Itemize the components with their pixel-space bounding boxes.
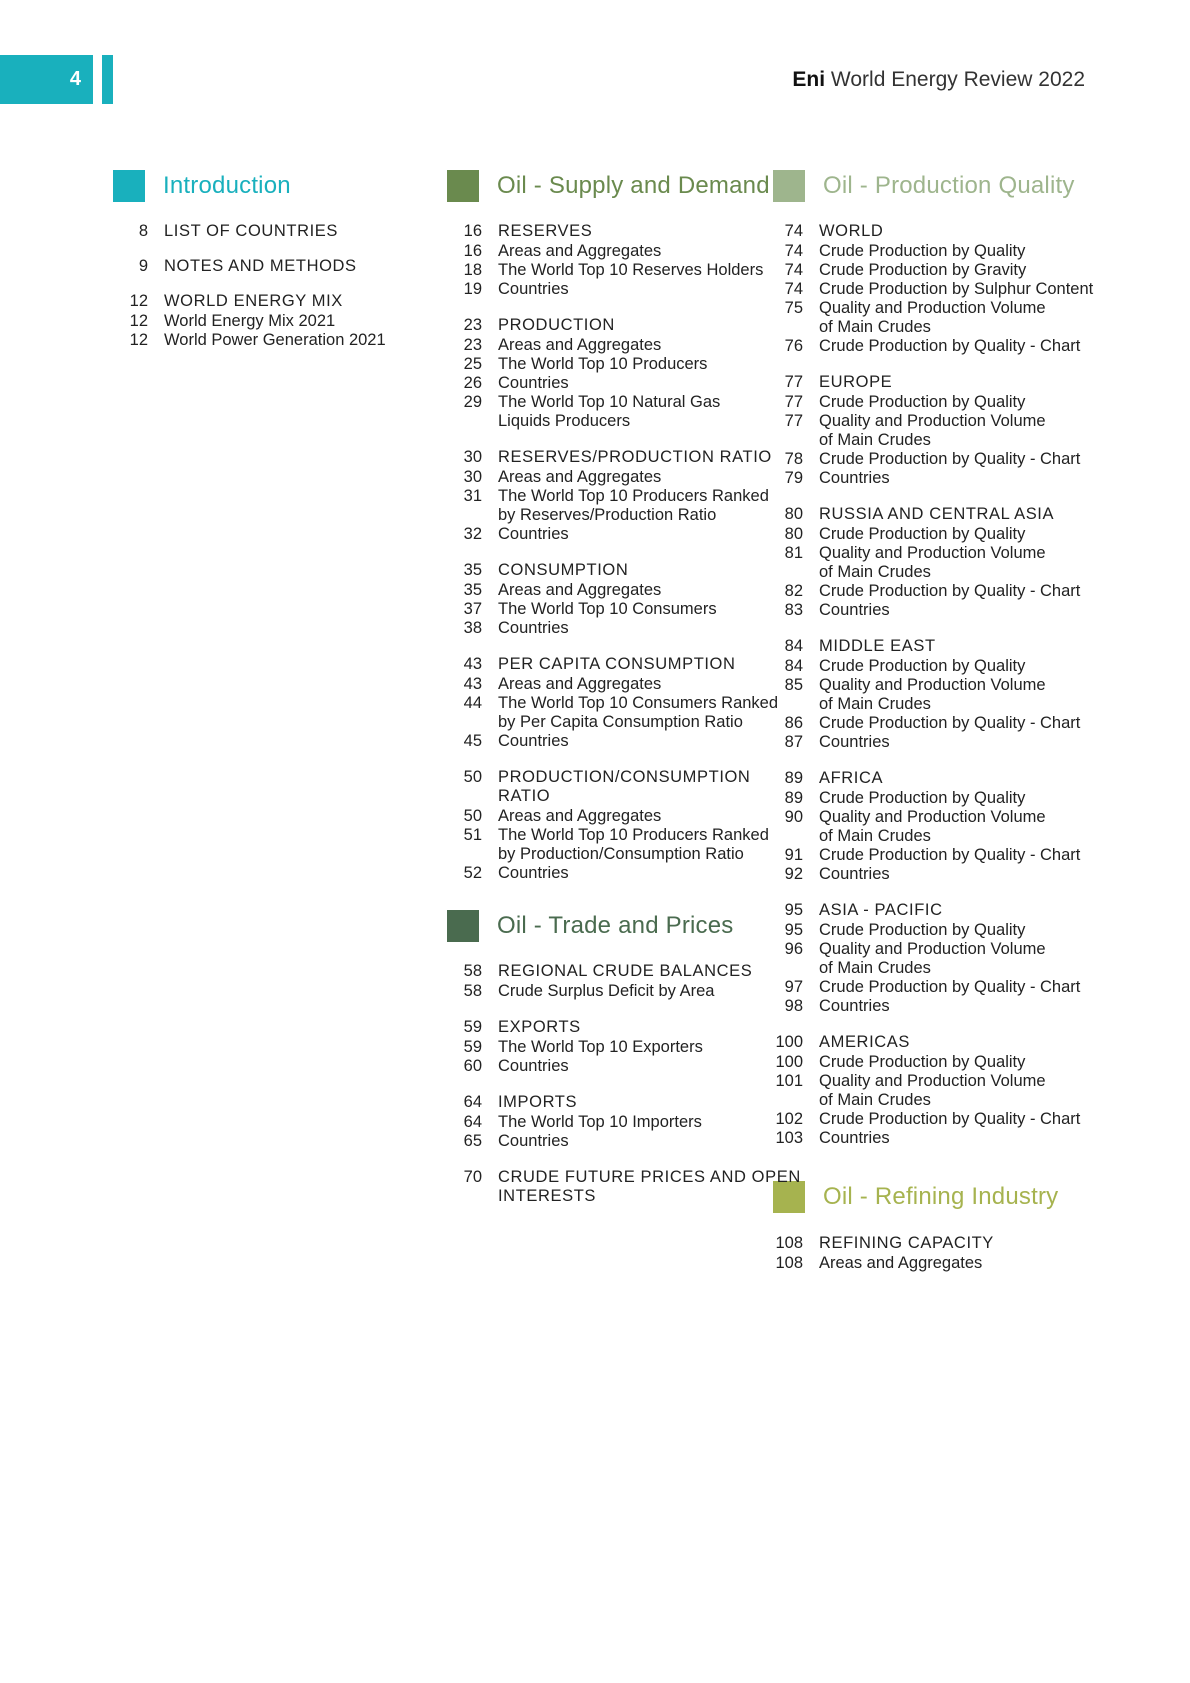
- toc-entry-text: Quality and Production Volume of Main Crudes: [819, 676, 1046, 713]
- toc-page-number: 87: [784, 733, 803, 751]
- toc-introduction: [112, 222, 386, 366]
- toc-entry-text: Areas and Aggregates: [498, 336, 662, 354]
- toc-page-number: 74: [784, 280, 803, 298]
- toc-entry-text: Crude Production by Gravity: [819, 261, 1027, 279]
- toc-page-number: 78: [784, 450, 803, 468]
- toc-page-number: 35: [463, 561, 482, 579]
- section-heading-refining: [773, 1180, 1058, 1214]
- toc-entry: [767, 582, 1093, 601]
- toc-page-number: 58: [463, 982, 482, 1000]
- toc-entry-text: The World Top 10 Producers Ranked by Reserves/Production Ratio: [498, 487, 769, 524]
- toc-page-number: 80: [784, 525, 803, 543]
- toc-group: [767, 373, 1093, 488]
- toc-entry-text: Countries: [498, 374, 569, 392]
- toc-entry-text: Countries: [819, 733, 890, 751]
- toc-entry: [767, 601, 1093, 620]
- toc-entry: [767, 733, 1093, 752]
- toc-entry: [446, 374, 778, 393]
- toc-entry-text: NOTES AND METHODS: [164, 257, 357, 275]
- toc-page-number: 101: [775, 1072, 803, 1090]
- toc-page-number: 89: [784, 769, 803, 787]
- toc-page-number: 77: [784, 412, 803, 430]
- toc-group: [446, 655, 778, 751]
- toc-page-number: 79: [784, 469, 803, 487]
- toc-entry: [767, 525, 1093, 544]
- toc-entry-text: Crude Production by Quality: [819, 525, 1026, 543]
- toc-entry-text: REGIONAL CRUDE BALANCES: [498, 962, 753, 980]
- toc-page-number: 12: [129, 292, 148, 310]
- toc-entry-text: The World Top 10 Producers: [498, 355, 708, 373]
- toc-group: [767, 769, 1093, 884]
- page-number: 4: [69, 68, 81, 90]
- toc-entry-text: Countries: [498, 525, 569, 543]
- toc-entry: [446, 355, 778, 374]
- toc-entry: [767, 789, 1093, 808]
- toc-heading-entry: [446, 316, 778, 335]
- toc-entry-text: Quality and Production Volume of Main Crudes: [819, 808, 1046, 845]
- toc-entry-text: Quality and Production Volume of Main Crudes: [819, 412, 1046, 449]
- toc-group: [112, 222, 386, 241]
- toc-page-number: 100: [775, 1053, 803, 1071]
- toc-heading-entry: [767, 373, 1093, 392]
- toc-entry: [767, 997, 1093, 1016]
- toc-group: [446, 222, 778, 299]
- toc-entry-text: Crude Production by Quality - Chart: [819, 978, 1081, 996]
- toc-page-number: 76: [784, 337, 803, 355]
- toc-page-number: 65: [463, 1132, 482, 1150]
- toc-heading-entry: [446, 962, 801, 981]
- toc-entry: [446, 864, 778, 883]
- toc-entry-text: CONSUMPTION: [498, 561, 629, 579]
- toc-page-number: 77: [784, 393, 803, 411]
- toc-page-number: 31: [463, 487, 482, 505]
- toc-page-number: 50: [463, 768, 482, 786]
- toc-entry: [446, 732, 778, 751]
- toc-page-number: 52: [463, 864, 482, 882]
- toc-page-number: 12: [129, 312, 148, 330]
- toc-page-number: 18: [463, 261, 482, 279]
- page-accent-bar: [102, 55, 113, 104]
- toc-page-number: 60: [463, 1057, 482, 1075]
- toc-page-number: 75: [784, 299, 803, 317]
- toc-entry-text: The World Top 10 Exporters: [498, 1038, 703, 1056]
- toc-page-number: 26: [463, 374, 482, 392]
- section-title-trade-prices: Oil - Trade and Prices: [497, 912, 734, 939]
- toc-entry-text: Quality and Production Volume of Main Crudes: [819, 1072, 1046, 1109]
- toc-entry: [446, 1113, 801, 1132]
- toc-page-number: 77: [784, 373, 803, 391]
- toc-page-number: 16: [463, 242, 482, 260]
- toc-entry-text: Crude Production by Quality: [819, 1053, 1026, 1071]
- toc-entry-text: Quality and Production Volume of Main Crudes: [819, 940, 1046, 977]
- toc-entry: [767, 337, 1093, 356]
- toc-page-number: 85: [784, 676, 803, 694]
- toc-heading-entry: [446, 1168, 801, 1206]
- toc-entry: [767, 714, 1093, 733]
- toc-entry-text: Areas and Aggregates: [498, 675, 662, 693]
- section-heading-production-quality: [773, 169, 1075, 203]
- toc-page-number: 23: [463, 316, 482, 334]
- toc-group: [112, 292, 386, 350]
- toc-page-number: 74: [784, 222, 803, 240]
- toc-heading-entry: [446, 1093, 801, 1112]
- toc-entry: [767, 261, 1093, 280]
- toc-entry-text: Countries: [819, 469, 890, 487]
- toc-page-number: 51: [463, 826, 482, 844]
- toc-page-number: 91: [784, 846, 803, 864]
- toc-group: [767, 222, 1093, 356]
- toc-entry: [767, 1254, 994, 1273]
- toc-entry-text: Crude Production by Quality - Chart: [819, 337, 1081, 355]
- section-swatch-production-quality: [773, 170, 805, 202]
- toc-entry: [767, 921, 1093, 940]
- toc-entry-text: Countries: [819, 997, 890, 1015]
- toc-entry: [767, 242, 1093, 261]
- toc-entry: [446, 393, 778, 431]
- toc-page-number: 59: [463, 1018, 482, 1036]
- toc-entry-text: CRUDE FUTURE PRICES AND OPEN INTERESTS: [498, 1168, 801, 1205]
- toc-page-number: 95: [784, 901, 803, 919]
- section-swatch-supply-demand: [447, 170, 479, 202]
- toc-page-number: 38: [463, 619, 482, 637]
- toc-entry: [767, 940, 1093, 978]
- toc-heading-entry: [446, 561, 778, 580]
- toc-entry-text: IMPORTS: [498, 1093, 578, 1111]
- toc-entry-text: AFRICA: [819, 769, 884, 787]
- toc-page-number: 81: [784, 544, 803, 562]
- toc-entry-text: EUROPE: [819, 373, 893, 391]
- toc-entry-text: Quality and Production Volume of Main Crudes: [819, 544, 1046, 581]
- toc-entry-text: Countries: [498, 619, 569, 637]
- toc-page-number: 64: [463, 1113, 482, 1131]
- toc-entry-text: Crude Production by Quality - Chart: [819, 1110, 1081, 1128]
- page-number-tab: [0, 55, 93, 104]
- toc-group: [767, 637, 1093, 752]
- toc-heading-entry: [446, 655, 778, 674]
- toc-entry: [446, 807, 778, 826]
- toc-heading-entry: [767, 637, 1093, 656]
- toc-page-number: 74: [784, 242, 803, 260]
- toc-entry-text: Areas and Aggregates: [498, 581, 662, 599]
- toc-entry-text: Areas and Aggregates: [498, 807, 662, 825]
- toc-entry-text: Areas and Aggregates: [498, 242, 662, 260]
- toc-entry: [112, 331, 386, 350]
- toc-entry-text: Crude Production by Quality - Chart: [819, 582, 1081, 600]
- toc-entry-text: LIST OF COUNTRIES: [164, 222, 338, 240]
- toc-group: [446, 768, 778, 883]
- toc-group: [446, 1018, 801, 1076]
- toc-entry-text: PER CAPITA CONSUMPTION: [498, 655, 736, 673]
- toc-heading-entry: [767, 222, 1093, 241]
- toc-page-number: 45: [463, 732, 482, 750]
- toc-page-number: 80: [784, 505, 803, 523]
- toc-group: [446, 561, 778, 638]
- toc-entry-text: Countries: [819, 1129, 890, 1147]
- toc-group: [767, 505, 1093, 620]
- toc-page-number: 64: [463, 1093, 482, 1111]
- toc-page-number: 44: [463, 694, 482, 712]
- toc-entry-text: The World Top 10 Reserves Holders: [498, 261, 764, 279]
- toc-entry: [767, 469, 1093, 488]
- toc-page-number: 92: [784, 865, 803, 883]
- toc-entry: [446, 468, 778, 487]
- toc-page-number: 90: [784, 808, 803, 826]
- toc-entry-text: Crude Production by Quality: [819, 921, 1026, 939]
- toc-entry-text: World Power Generation 2021: [164, 331, 386, 349]
- toc-entry-text: REFINING CAPACITY: [819, 1234, 994, 1252]
- toc-entry: [767, 978, 1093, 997]
- toc-page-number: 89: [784, 789, 803, 807]
- publication-title: World Energy Review 2022: [830, 68, 1085, 91]
- toc-entry-text: Crude Production by Quality: [819, 393, 1026, 411]
- toc-entry-text: Crude Production by Quality: [819, 242, 1026, 260]
- section-title-production-quality: Oil - Production Quality: [823, 172, 1075, 199]
- toc-heading-entry: [446, 448, 778, 467]
- toc-entry-text: Crude Production by Quality - Chart: [819, 450, 1081, 468]
- toc-group: [112, 257, 386, 276]
- toc-entry: [446, 600, 778, 619]
- toc-page-number: 108: [775, 1234, 803, 1252]
- toc-entry: [446, 675, 778, 694]
- toc-entry-text: Countries: [498, 732, 569, 750]
- toc-entry: [767, 280, 1093, 299]
- toc-heading-entry: [112, 222, 386, 241]
- section-title-supply-demand: Oil - Supply and Demand: [497, 172, 770, 199]
- toc-entry-text: Areas and Aggregates: [819, 1254, 983, 1272]
- toc-page-number: 43: [463, 655, 482, 673]
- toc-entry: [767, 299, 1093, 337]
- toc-heading-entry: [446, 768, 778, 806]
- toc-group: [767, 1033, 1093, 1148]
- toc-entry: [446, 261, 778, 280]
- toc-entry-text: Countries: [819, 865, 890, 883]
- toc-page-number: 84: [784, 637, 803, 655]
- toc-entry-text: Crude Production by Quality: [819, 789, 1026, 807]
- toc-entry: [446, 1057, 801, 1076]
- toc-entry-text: RUSSIA AND CENTRAL ASIA: [819, 505, 1055, 523]
- toc-page-number: 16: [463, 222, 482, 240]
- toc-page-number: 100: [775, 1033, 803, 1051]
- toc-entry: [767, 1072, 1093, 1110]
- toc-refining: [767, 1234, 994, 1290]
- toc-entry-text: The World Top 10 Importers: [498, 1113, 702, 1131]
- toc-entry: [767, 544, 1093, 582]
- toc-entry-text: WORLD: [819, 222, 884, 240]
- toc-entry-text: WORLD ENERGY MIX: [164, 292, 343, 310]
- toc-entry: [767, 657, 1093, 676]
- toc-entry-text: ASIA - PACIFIC: [819, 901, 943, 919]
- toc-group: [446, 962, 801, 1001]
- toc-entry: [767, 808, 1093, 846]
- toc-trade-prices: [446, 962, 801, 1223]
- toc-page-number: 98: [784, 997, 803, 1015]
- toc-heading-entry: [767, 505, 1093, 524]
- toc-page-number: 50: [463, 807, 482, 825]
- toc-page-number: 95: [784, 921, 803, 939]
- toc-supply-demand: [446, 222, 778, 900]
- toc-entry: [767, 1129, 1093, 1148]
- toc-group: [767, 1234, 994, 1273]
- toc-page-number: 32: [463, 525, 482, 543]
- toc-entry: [446, 525, 778, 544]
- section-swatch-trade-prices: [447, 910, 479, 942]
- toc-page-number: 29: [463, 393, 482, 411]
- toc-page-number: 74: [784, 261, 803, 279]
- toc-page-number: 83: [784, 601, 803, 619]
- toc-page-number: 96: [784, 940, 803, 958]
- toc-page-number: 12: [129, 331, 148, 349]
- toc-page-number: 23: [463, 336, 482, 354]
- toc-entry-text: World Energy Mix 2021: [164, 312, 336, 330]
- toc-page-number: 102: [775, 1110, 803, 1128]
- toc-entry-text: Countries: [819, 601, 890, 619]
- toc-page-number: 82: [784, 582, 803, 600]
- toc-heading-entry: [112, 292, 386, 311]
- toc-entry: [446, 1132, 801, 1151]
- toc-page-number: 37: [463, 600, 482, 618]
- toc-page-number: 97: [784, 978, 803, 996]
- toc-page-number: 103: [775, 1129, 803, 1147]
- toc-entry: [446, 1038, 801, 1057]
- toc-entry: [767, 393, 1093, 412]
- toc-heading-entry: [767, 1033, 1093, 1052]
- toc-entry: [767, 846, 1093, 865]
- toc-page-number: 43: [463, 675, 482, 693]
- toc-entry: [446, 280, 778, 299]
- running-header: [792, 68, 1085, 92]
- toc-entry: [446, 487, 778, 525]
- toc-entry-text: RESERVES: [498, 222, 593, 240]
- toc-entry-text: Crude Surplus Deficit by Area: [498, 982, 715, 1000]
- toc-entry: [446, 694, 778, 732]
- toc-entry: [446, 982, 801, 1001]
- toc-entry: [767, 1053, 1093, 1072]
- toc-heading-entry: [446, 1018, 801, 1037]
- toc-page-number: 108: [775, 1254, 803, 1272]
- toc-entry-text: The World Top 10 Natural Gas Liquids Producers: [498, 393, 721, 430]
- toc-entry-text: The World Top 10 Consumers: [498, 600, 717, 618]
- toc-group: [767, 901, 1093, 1016]
- toc-entry-text: EXPORTS: [498, 1018, 581, 1036]
- toc-page-number: 9: [138, 257, 148, 275]
- toc-entry-text: Quality and Production Volume of Main Crudes: [819, 299, 1046, 336]
- toc-entry-text: Areas and Aggregates: [498, 468, 662, 486]
- toc-entry: [112, 312, 386, 331]
- toc-entry-text: Countries: [498, 864, 569, 882]
- toc-entry: [446, 826, 778, 864]
- toc-entry-text: Countries: [498, 280, 569, 298]
- toc-entry-text: Crude Production by Quality: [819, 657, 1026, 675]
- toc-entry-text: Countries: [498, 1057, 569, 1075]
- toc-page-number: 58: [463, 962, 482, 980]
- section-heading-trade-prices: [447, 909, 734, 943]
- toc-page-number: 19: [463, 280, 482, 298]
- toc-entry-text: The World Top 10 Producers Ranked by Production/Consumption Ratio: [498, 826, 769, 863]
- section-title-introduction: Introduction: [163, 172, 291, 199]
- toc-entry: [767, 450, 1093, 469]
- toc-heading-entry: [767, 1234, 994, 1253]
- toc-entry: [767, 412, 1093, 450]
- toc-heading-entry: [767, 769, 1093, 788]
- toc-page-number: 59: [463, 1038, 482, 1056]
- toc-heading-entry: [767, 901, 1093, 920]
- toc-page-number: 8: [138, 222, 148, 240]
- toc-entry-text: Crude Production by Quality - Chart: [819, 714, 1081, 732]
- toc-page-number: 30: [463, 448, 482, 466]
- toc-entry-text: PRODUCTION: [498, 316, 615, 334]
- toc-group: [446, 316, 778, 431]
- toc-entry-text: Countries: [498, 1132, 569, 1150]
- toc-entry-text: RESERVES/PRODUCTION RATIO: [498, 448, 772, 466]
- section-title-refining: Oil - Refining Industry: [823, 1183, 1059, 1210]
- toc-group: [446, 448, 778, 544]
- toc-page-number: 35: [463, 581, 482, 599]
- toc-entry-text: Crude Production by Quality - Chart: [819, 846, 1081, 864]
- toc-production-quality: [767, 222, 1093, 1165]
- toc-entry-text: The World Top 10 Consumers Ranked by Per Capita Consumption Ratio: [498, 694, 779, 731]
- toc-heading-entry: [112, 257, 386, 276]
- section-swatch-introduction: [113, 170, 145, 202]
- toc-entry: [767, 865, 1093, 884]
- toc-entry-text: Crude Production by Sulphur Content: [819, 280, 1094, 298]
- toc-entry: [446, 336, 778, 355]
- toc-entry-text: PRODUCTION/CONSUMPTION RATIO: [498, 768, 751, 805]
- toc-entry-text: MIDDLE EAST: [819, 637, 936, 655]
- toc-entry-text: AMERICAS: [819, 1033, 910, 1051]
- section-heading-introduction: [113, 169, 291, 203]
- toc-page-number: 25: [463, 355, 482, 373]
- toc-group: [446, 1093, 801, 1151]
- toc-page-number: 84: [784, 657, 803, 675]
- brand-name: Eni: [792, 68, 826, 91]
- toc-page-number: 86: [784, 714, 803, 732]
- toc-entry: [767, 676, 1093, 714]
- toc-group: [446, 1168, 801, 1206]
- toc-entry: [446, 619, 778, 638]
- toc-heading-entry: [446, 222, 778, 241]
- toc-entry: [446, 242, 778, 261]
- toc-entry: [446, 581, 778, 600]
- section-heading-supply-demand: [447, 169, 770, 203]
- toc-entry: [767, 1110, 1093, 1129]
- toc-page-number: 70: [463, 1168, 482, 1186]
- toc-page-number: 30: [463, 468, 482, 486]
